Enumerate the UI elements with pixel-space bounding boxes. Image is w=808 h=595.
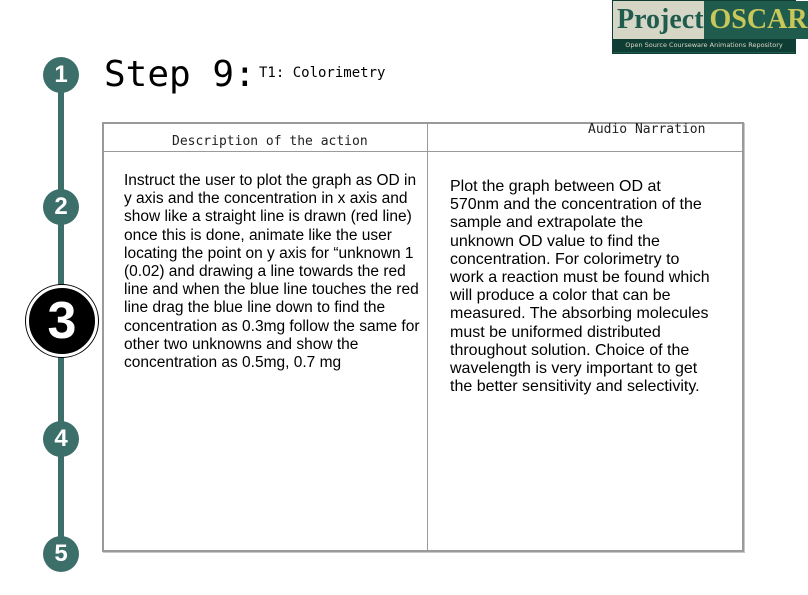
description-column-header: Description of the action — [172, 134, 368, 149]
action-description-text: Instruct the user to plot the graph as OD in y axis and the concentration in x axis and show like a straight line is drawn (red line) once this is done, animate like the user locating the point on y axis for “unknown 1 (0.02) and drawing a line towards the red line and when the blue line touches the red line drag the blue line down to find the concentration as 0.3mg follow the same for other two unknowns and show the concentration as 0.5mg, 0.7 mg — [124, 172, 420, 372]
step-4-marker[interactable]: 4 — [43, 421, 79, 457]
step-title: Step 9: — [104, 54, 256, 95]
step-2-marker[interactable]: 2 — [43, 189, 79, 225]
storyboard-table — [102, 122, 744, 552]
table-column-divider — [427, 124, 428, 550]
logo-tagline: Open Source Courseware Animations Repository — [613, 39, 795, 52]
logo-word-project: Project — [613, 1, 704, 39]
step-1-marker[interactable]: 1 — [43, 57, 79, 93]
audio-narration-text: Plot the graph between OD at 570nm and the concentration of the sample and extrapolate the unknown OD value to find the concentration. For colorimetry to work a reaction must be found which will produce a color that can be measured. The absorbing molecules must be uniformed distributed throughout solution. Choice of the wavelength is very important to get the better sensitivity and selectivity. — [450, 178, 710, 396]
topic-subtitle: T1: Colorimetry — [259, 65, 386, 81]
project-oscar-logo — [612, 0, 808, 54]
audio-column-header: Audio Narration — [588, 122, 706, 137]
step-3-marker-active[interactable]: 3 — [26, 285, 98, 357]
logo-word-oscar: OSCAR — [704, 1, 808, 39]
step-5-marker[interactable]: 5 — [43, 536, 79, 572]
table-header-divider — [104, 151, 742, 152]
